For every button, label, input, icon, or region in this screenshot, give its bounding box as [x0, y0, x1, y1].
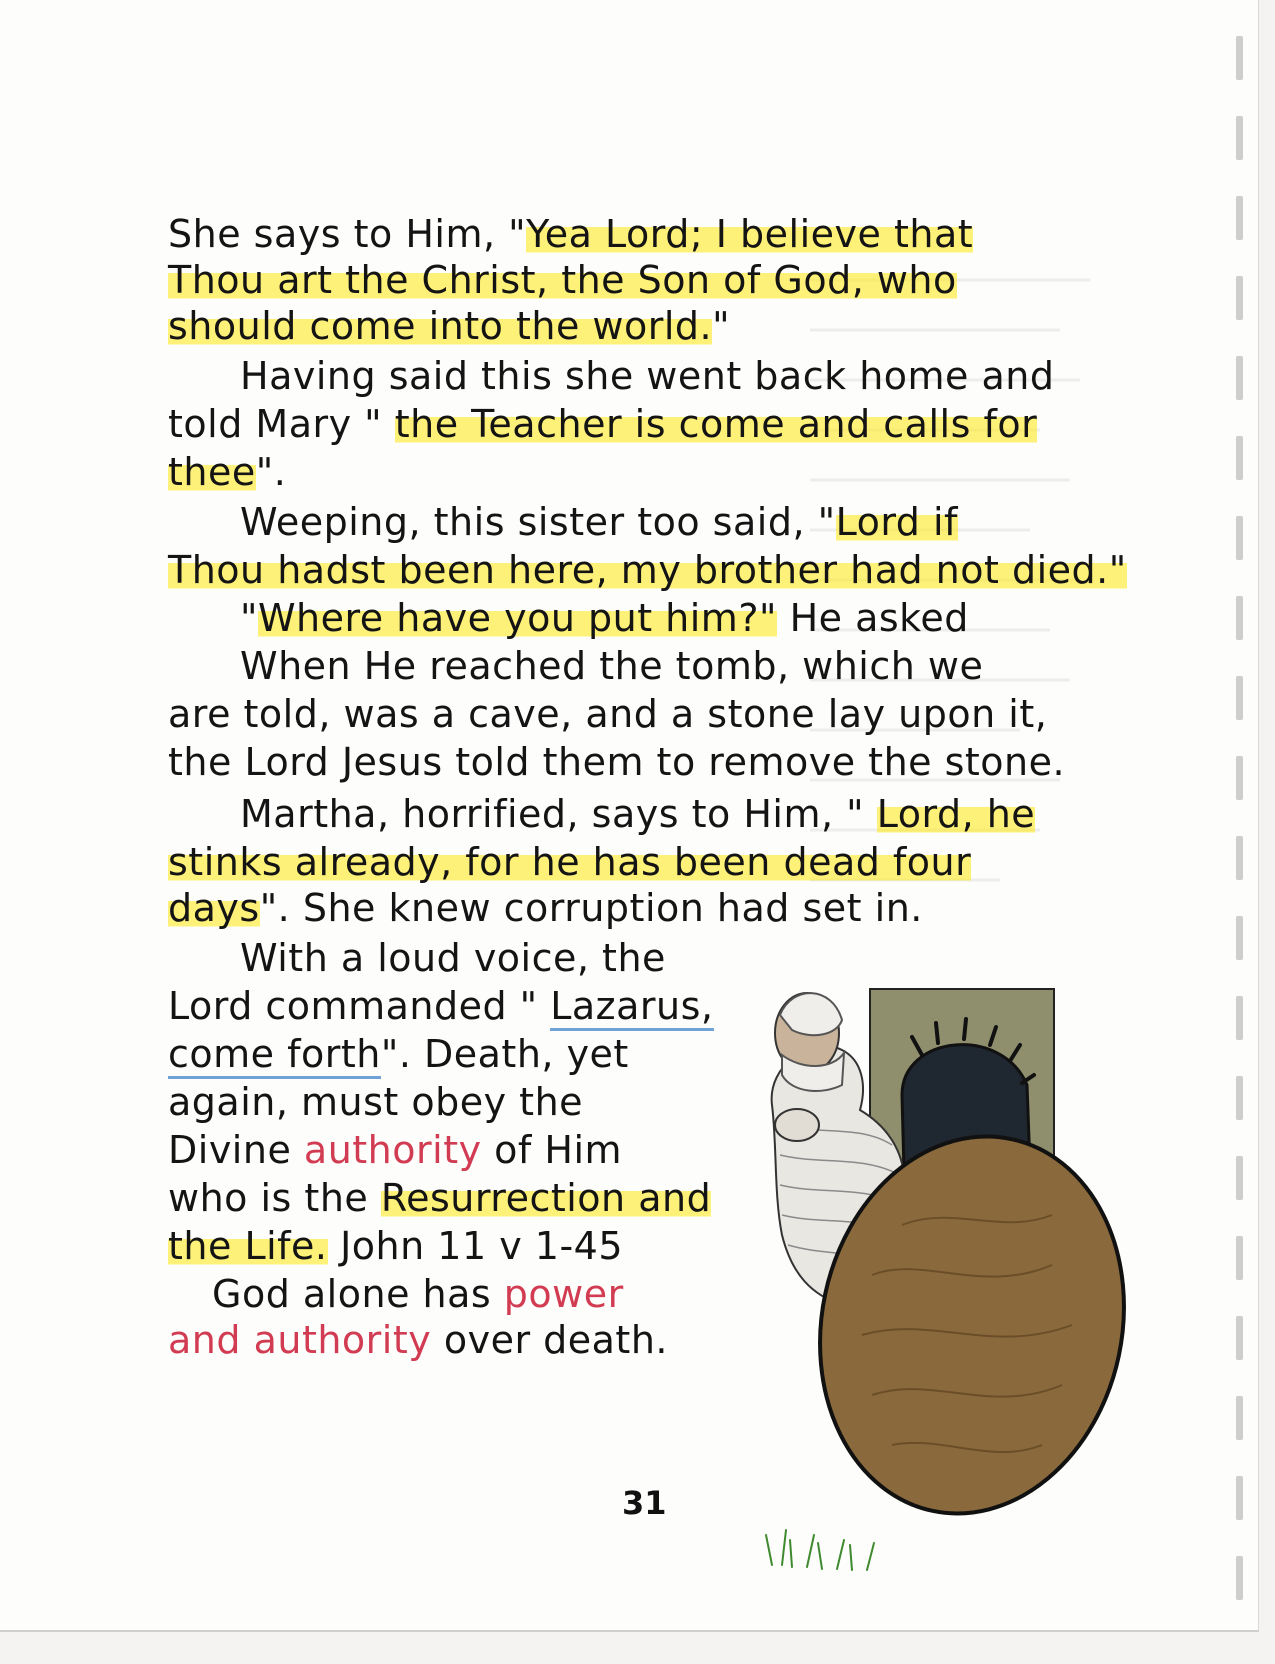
- text-line: [240, 498, 958, 546]
- underlined-text: Lazarus,: [550, 984, 713, 1031]
- binding-hole: [1236, 1556, 1243, 1600]
- text-line: [168, 1078, 583, 1126]
- binding-hole: [1236, 596, 1243, 640]
- page-number: 31: [622, 1484, 667, 1522]
- binding-hole: [1236, 1156, 1243, 1200]
- binding-hole: [1236, 1076, 1243, 1120]
- text-line: [168, 884, 923, 932]
- text-line: [168, 256, 957, 304]
- highlighted-text: stinks already, for he has been dead four: [168, 840, 972, 884]
- text-line: [168, 982, 714, 1030]
- red-emphasis-text: power: [503, 1272, 624, 1316]
- text-segment: Martha, horrified, says to Him, ": [240, 792, 877, 836]
- text-line: [168, 448, 286, 496]
- text-line: [240, 594, 969, 642]
- text-line: [240, 642, 983, 690]
- binding-hole: [1236, 356, 1243, 400]
- text-segment: of Him: [481, 1128, 623, 1172]
- binding-hole: [1236, 916, 1243, 960]
- highlighted-text: Thou art the Christ, the Son of God, who: [168, 258, 957, 302]
- highlighted-text: Where have you put him?": [257, 596, 777, 640]
- highlighted-text: thee: [168, 450, 256, 494]
- text-line: [168, 546, 1127, 594]
- binding-hole: [1236, 756, 1243, 800]
- text-line: [240, 934, 666, 982]
- text-segment: the Lord Jesus told them to remove the stone.: [168, 740, 1066, 784]
- text-segment: When He reached the tomb, which we: [240, 644, 984, 688]
- highlighted-text: should come into the world.: [168, 304, 713, 348]
- text-segment: ". Death, yet: [380, 1032, 629, 1076]
- text-line: [168, 1126, 622, 1174]
- text-segment: God alone has: [212, 1272, 504, 1316]
- text-line: [240, 790, 1035, 838]
- text-segment: Having said this she went back home and: [240, 354, 1055, 398]
- text-line: [168, 302, 730, 350]
- text-segment: ". She knew corruption had set in.: [259, 886, 923, 930]
- binding-hole: [1236, 116, 1243, 160]
- highlighted-text: Yea Lord; I believe that: [526, 212, 974, 256]
- text-line: [168, 1030, 629, 1078]
- text-segment: Weeping, this sister too said, ": [240, 500, 836, 544]
- text-segment: He asked: [776, 596, 969, 640]
- highlighted-text: Thou hadst been here, my brother had not died.": [168, 548, 1127, 592]
- binding-hole: [1236, 1396, 1243, 1440]
- text-segment: She says to Him, ": [168, 212, 527, 256]
- text-line: [168, 1316, 668, 1364]
- red-emphasis-text: authority: [303, 1128, 482, 1172]
- text-line: [168, 1222, 623, 1270]
- text-line: [240, 352, 1055, 400]
- binding-hole: [1236, 836, 1243, 880]
- text-segment: ": [240, 596, 258, 640]
- binding-hole: [1236, 36, 1243, 80]
- text-line: [168, 738, 1065, 786]
- highlighted-text: days: [168, 886, 260, 930]
- highlighted-text: Resurrection and: [380, 1176, 712, 1220]
- text-line: [212, 1270, 624, 1318]
- binding-hole: [1236, 1476, 1243, 1520]
- lazarus-tomb-illustration: [752, 975, 1132, 1575]
- scripture-reference: John 11 v 1-45: [327, 1224, 624, 1268]
- text-segment: again, must obey the: [168, 1080, 584, 1124]
- binding-hole: [1236, 196, 1243, 240]
- text-line: [168, 210, 973, 258]
- text-line: [168, 690, 1047, 738]
- red-emphasis-text: and authority: [168, 1318, 432, 1362]
- binding-hole: [1236, 1236, 1243, 1280]
- binding-hole: [1236, 676, 1243, 720]
- text-segment: told Mary ": [168, 402, 395, 446]
- text-segment: With a loud voice, the: [240, 936, 666, 980]
- highlighted-text: the Teacher is come and calls for: [394, 402, 1038, 446]
- highlighted-text: Lord, he: [876, 792, 1036, 836]
- binding-hole: [1236, 276, 1243, 320]
- highlighted-text: the Life.: [168, 1224, 328, 1268]
- text-line: [168, 838, 971, 886]
- text-segment: ": [712, 304, 731, 348]
- highlighted-text: Lord if: [835, 500, 958, 544]
- binding-hole: [1236, 436, 1243, 480]
- binding-hole: [1236, 996, 1243, 1040]
- underlined-text: come forth: [168, 1032, 381, 1079]
- text-segment: who is the: [168, 1176, 381, 1220]
- text-segment: over death.: [431, 1318, 668, 1362]
- text-segment: Lord commanded ": [168, 984, 551, 1028]
- binding-hole: [1236, 1316, 1243, 1360]
- binding-hole: [1236, 516, 1243, 560]
- text-line: [168, 400, 1037, 448]
- text-line: [168, 1174, 711, 1222]
- text-segment: ".: [255, 450, 287, 494]
- binding-holes: [1236, 36, 1246, 1596]
- text-segment: Divine: [168, 1128, 304, 1172]
- text-segment: are told, was a cave, and a stone lay upon it,: [168, 692, 1048, 736]
